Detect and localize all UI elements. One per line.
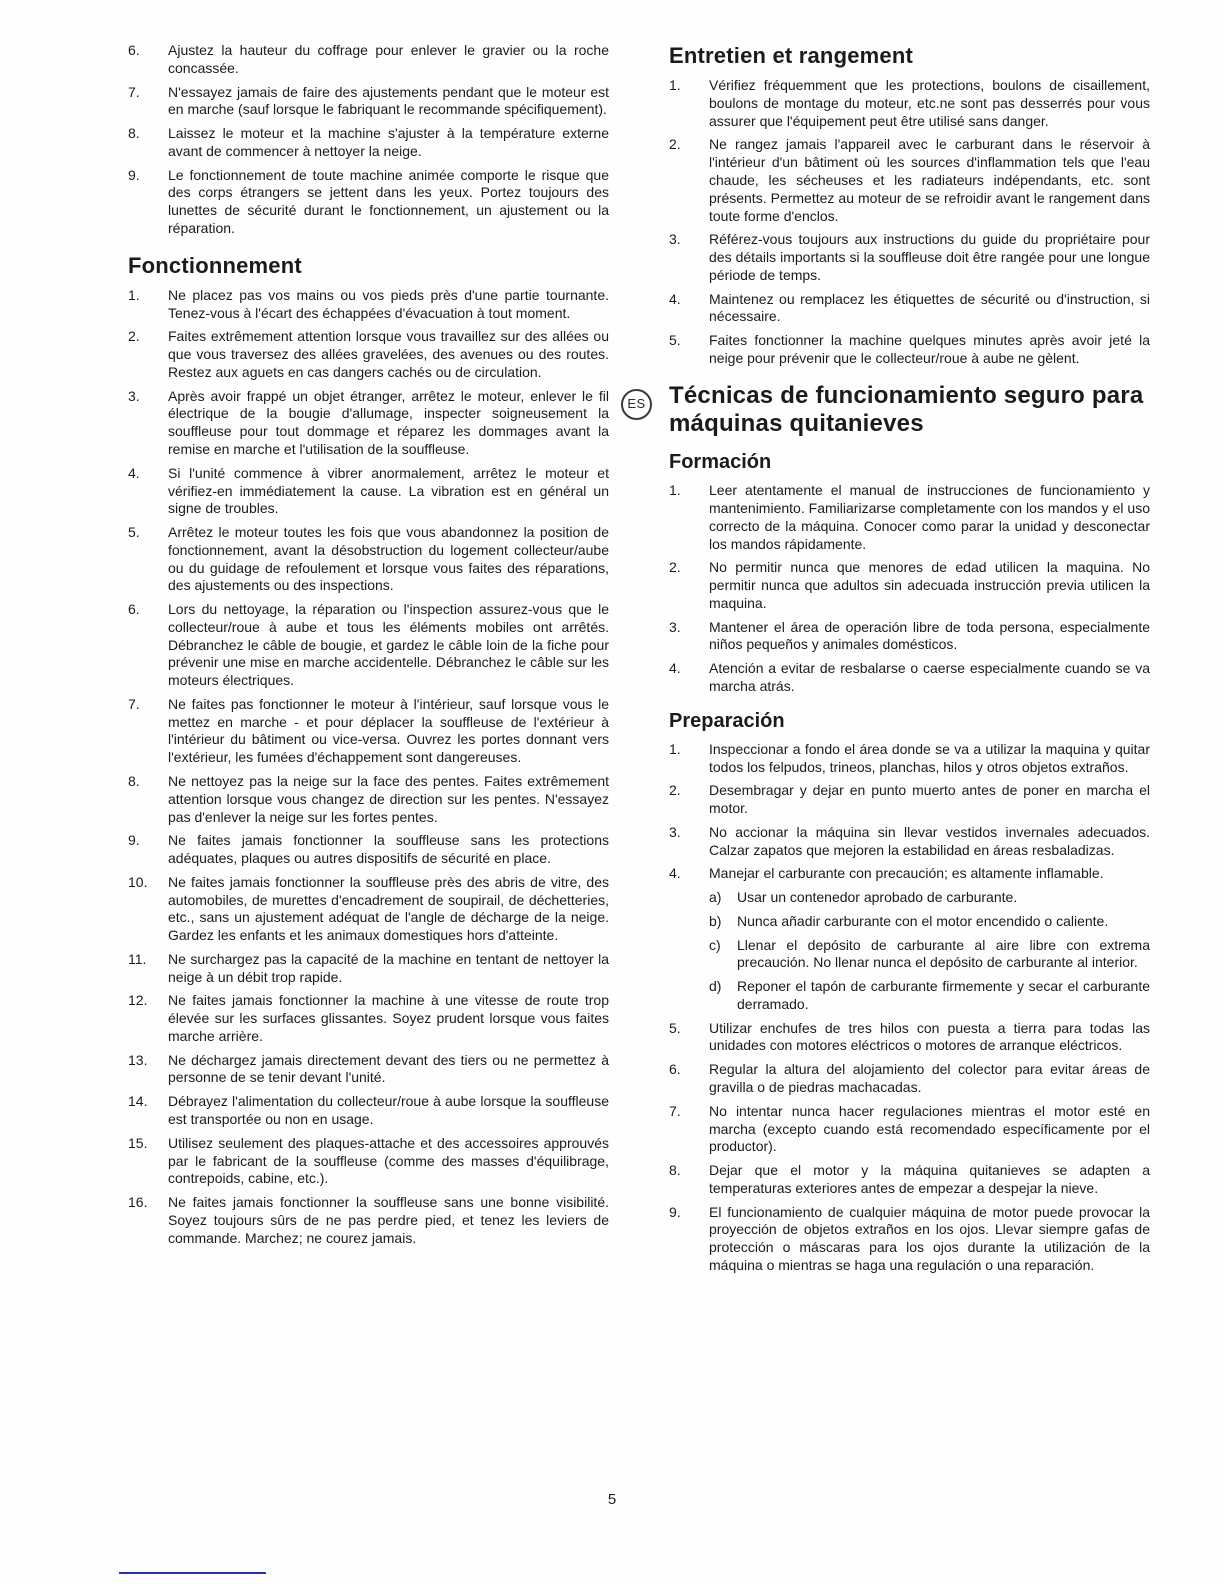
list-item-number: 5. — [669, 332, 681, 349]
list-item-text: Ne faites jamais fonctionner la souffleuse près des abris de vitre, des automobiles, de murettes d'encadrement de soupirail, de déchetteries, etc., sans un ajustement adéquat de l'angle de décharge de la neige. Gardez les enfants et les animaux domestiques hors d'atteinte. — [168, 873, 609, 944]
list-item-text: Atención a evitar de resbalarse o caerse especialmente cuando se va marcha atrás. — [709, 660, 1150, 694]
list-item — [128, 696, 609, 767]
list-item — [128, 287, 609, 323]
list-item — [128, 951, 609, 987]
list-item-number: 13. — [128, 1051, 148, 1068]
list-item-text: Regular la altura del alojamiento del colector para evitar áreas de gravilla o de piedras machacadas. — [709, 1061, 1150, 1095]
list-item-text: Utilizar enchufes de tres hilos con puesta a tierra para todas las unidades con motores eléctricos o motores de arranque eléctricos. — [709, 1019, 1150, 1054]
list-item-number: 9. — [128, 166, 140, 183]
list-item — [128, 328, 609, 381]
list-item-number: 1. — [128, 286, 140, 303]
list-item-text: Ne placez pas vos mains ou vos pieds près d'une partie tournante. Tenez-vous à l'écart des échappées d'évacuation à tout moment. — [168, 286, 609, 321]
list-item-text: Référez-vous toujours aux instructions du guide du propriétaire pour des détails importants si la souffleuse doit être rangée pour une longue période de temps. — [709, 231, 1150, 283]
entretien-heading: Entretien et rangement — [669, 43, 914, 68]
list-item-number: 4. — [128, 464, 140, 481]
list-item-text: Ne faites jamais fonctionner la souffleuse sans une bonne visibilité. Soyez toujours sûrs de ne pas perdre pied, et tenez les leviers de commande. Marchez; ne courez jamais. — [168, 1194, 609, 1246]
list-item-number: 7. — [128, 83, 140, 100]
list-item-text: El funcionamiento de cualquier máquina de motor puede provocar la proyección de objetos extraños en los ojos. Llevar siempre gafas de protección o máscaras para los ojos durante la utilización de la máquina o mientras se haga una regulación o una reparación. — [709, 1203, 1150, 1273]
list-item — [128, 84, 609, 120]
list-item — [128, 167, 609, 238]
list-item-text: Llenar el depósito de carburante al aire libre con extrema precaución. No llenar nunca el depósito de carburante al interior. — [737, 936, 1150, 971]
list-item — [128, 125, 609, 161]
list-item-text: Arrêtez le moteur toutes les fois que vous abandonnez la position de fonctionnement, avant la désobstruction du logement collecteur/aube ou du guidage de refoulement et lorsque vous faites des réparations, des ajustements ou des inspections. — [168, 524, 609, 594]
list-item-text: Vérifiez fréquemment que les protections, boulons de cisaillement, boulons de montage du moteur, etc.ne sont pas desserrés pour vous assurer que l'équipement peut être utilisé sans danger. — [709, 77, 1150, 129]
list-item — [669, 619, 1150, 655]
list-item-text: Ne déchargez jamais directement devant des tiers ou ne permettez à personne de se tenir devant l'unité. — [168, 1051, 609, 1086]
list-item-number: 12. — [128, 992, 148, 1009]
list-item-number: 7. — [669, 1102, 681, 1119]
es-language-badge: ES — [621, 389, 652, 420]
fonctionnement-heading: Fonctionnement — [128, 252, 302, 278]
list-item — [128, 42, 609, 78]
list-item-number: 6. — [669, 1061, 681, 1078]
list-item — [128, 773, 609, 826]
list-item-text: Laissez le moteur et la machine s'ajuster à la température externe avant de commencer à nettoyer la neige. — [168, 125, 609, 159]
list-item — [669, 741, 1150, 777]
list-item — [669, 482, 1150, 553]
list-item-number: 1. — [669, 740, 681, 757]
safety-rules-continued-list — [128, 42, 609, 238]
list-item-number: 1. — [669, 482, 681, 499]
list-item-number: 11. — [128, 950, 147, 967]
list-item-text: Mantener el área de operación libre de toda persona, especialmente niños pequeños y animales domésticos. — [709, 618, 1150, 653]
list-item-text: No intentar nunca hacer regulaciones mientras el motor esté en marcha (excepto cuando está recomendado específicamente por el productor). — [709, 1102, 1150, 1155]
list-item — [669, 1204, 1150, 1275]
list-item-number: 2. — [128, 328, 140, 345]
list-item-number: 16. — [128, 1194, 148, 1211]
list-item-text: Le fonctionnement de toute machine animée comporte le risque que des corps étrangers se jettent dans les yeux. Portez toujours des lunettes de sécurité durant le fonctionnement, un ajustement ou la réparation. — [168, 166, 609, 236]
spanish-section-header — [627, 381, 1150, 438]
list-item — [709, 937, 1150, 973]
list-item-text: Ne faites jamais fonctionner la machine à une vitesse de route trop élevée sur les surfaces glissantes. Soyez prudent lorsque vous faites marche arrière. — [168, 992, 609, 1044]
list-item-number: 6. — [128, 42, 140, 58]
list-item — [128, 601, 609, 690]
list-item-number: c) — [709, 936, 721, 953]
list-item-text: Ne faites jamais fonctionner la souffleuse sans les protections adéquates, plaques ou autres dispositifs de sécurité en place. — [168, 832, 609, 867]
list-item — [669, 865, 1150, 883]
list-item — [128, 465, 609, 518]
list-item-text: Ne faites pas fonctionner le moteur à l'intérieur, sauf lorsque vous le mettez en marche - et pour déplacer la souffleuse de l'extérieur à l'intérieur du bâtiment ou vice-versa. Ouvrez les portes donnant vers l'extérieur, les fumées d'échappement sont dangereuses. — [168, 695, 609, 766]
list-item — [709, 978, 1150, 1014]
list-item-text: Faites extrêmement attention lorsque vous travaillez sur des allées ou que vous traversez des allées gravelées, des avenues ou des routes. Restez aux aguets en cas dangers cachés ou de circulation. — [168, 328, 609, 380]
list-item-text: Lors du nettoyage, la réparation ou l'inspection assurez-vous que le collecteur/roue à aube et tous les éléments mobiles ont arrêtés. Débranchez le câble de bougie, et gardez le câble loin de la fiche pour prévenir une mise en marche accidentelle. Débranchez le câble sur les moteurs électriques. — [168, 601, 609, 689]
right-column — [627, 42, 1150, 1584]
list-item — [669, 782, 1150, 818]
list-item-text: Ne rangez jamais l'appareil avec le carburant dans le réservoir à l'intérieur d'un bâtiment où les sources d'inflammation tels que l'eau chaude, les sécheuses et les radiateurs indépendants, etc. sont présents. Permettez au moteur de se refroidir avant le rangement dans toute forme d'enclos. — [709, 136, 1150, 224]
list-item-number: 4. — [669, 290, 681, 307]
list-item-number: 3. — [669, 618, 681, 635]
left-column — [128, 42, 609, 1584]
list-item — [128, 1052, 609, 1088]
list-item-number: 4. — [669, 865, 681, 882]
list-item-number: a) — [709, 889, 722, 906]
list-item — [669, 291, 1150, 327]
list-item-text: Inspeccionar a fondo el área donde se va a utilizar la maquina y quitar todos los felpudos, trineos, planchas, hilos y otros objetos extraños. — [709, 740, 1150, 775]
list-item-number: 3. — [128, 387, 140, 404]
list-item — [709, 889, 1150, 907]
fonctionnement-list — [128, 287, 609, 1248]
list-item-number: 14. — [128, 1093, 148, 1110]
list-item-text: Débrayez l'alimentation du collecteur/roue à aube lorsque la souffleuse est transportée ou non en usage. — [168, 1093, 609, 1127]
list-item-text: Leer atentamente el manual de instrucciones de funcionamiento y mantenimiento. Familiarizarse completamente con los mandos y el uso correcto de la máquina. Conocer como parar la unidad y desconectar los mandos rápidamente. — [709, 482, 1150, 552]
list-item — [128, 388, 609, 459]
list-item-text: Desembragar y dejar en punto muerto antes de poner en marcha el motor. — [709, 782, 1150, 817]
spanish-section-title: Técnicas de funcionamiento seguro para máquinas quitanieves — [669, 381, 1144, 437]
list-item-text: No accionar la máquina sin llevar vestidos invernales adecuados. Calzar zapatos que mejoren la estabilidad en áreas resbaladizas. — [709, 823, 1150, 858]
list-item — [709, 913, 1150, 931]
list-item-text: Ne surchargez pas la capacité de la machine en tentant de nettoyer la neige à un débit trop rapide. — [168, 950, 609, 985]
list-item-number: 9. — [669, 1203, 681, 1220]
manual-page — [128, 42, 1150, 1584]
list-item — [669, 824, 1150, 860]
list-item — [669, 1061, 1150, 1097]
preparacion-list — [669, 741, 1150, 1275]
list-item-number: 10. — [128, 873, 148, 890]
list-item-text: Utilisez seulement des plaques-attache et des accessoires approuvés par le fabricant de la souffleuse (comme des masses d'équilibrage, contrepoids, cabine, etc.). — [168, 1134, 609, 1187]
list-item-text: Après avoir frappé un objet étranger, arrêtez le moteur, enlever le fil électrique de la bougie d'allumage, inspecter soigneusement la souffleuse pour tout dommage et réparez les dommages avant la remise en marche et l'utilisation de la souffleuse. — [168, 387, 609, 457]
list-item-number: 3. — [669, 823, 681, 840]
list-item-text: Manejar el carburante con precaución; es altamente inflamable. — [709, 865, 1104, 882]
list-item-number: 2. — [669, 559, 681, 576]
list-item — [669, 77, 1150, 130]
list-item — [669, 1162, 1150, 1198]
list-item — [128, 874, 609, 945]
list-item — [128, 1194, 609, 1247]
list-item-text: N'essayez jamais de faire des ajustements pendant que le moteur est en marche (sauf lorsque le fabriquant le recommande spécifiquement). — [168, 83, 609, 118]
list-item-text: Ne nettoyez pas la neige sur la face des pentes. Faites extrêmement attention lorsque vous changez de direction sur les pentes. N'essayez pas d'enlever la neige sur les fortes pentes. — [168, 772, 609, 825]
list-item-text: Faites fonctionner la machine quelques minutes après avoir jeté la neige pour prévenir que le collecteur/roue à aube ne gèlent. — [709, 332, 1150, 366]
formacion-list — [669, 482, 1150, 695]
list-item-number: 2. — [669, 136, 681, 153]
list-item-number: d) — [709, 978, 722, 995]
list-item — [669, 136, 1150, 225]
list-item — [669, 231, 1150, 284]
list-item-number: 2. — [669, 782, 681, 799]
footer-line — [119, 1572, 266, 1574]
list-item — [669, 332, 1150, 368]
list-item-number: 1. — [669, 77, 681, 94]
list-item-number: 7. — [128, 695, 140, 712]
list-item-number: 8. — [669, 1162, 681, 1179]
list-item — [128, 1093, 609, 1129]
list-item-number: 6. — [128, 601, 140, 618]
list-item — [128, 992, 609, 1045]
list-item-number: 15. — [128, 1134, 148, 1151]
list-item — [669, 660, 1150, 696]
formacion-heading: Formación — [669, 451, 772, 474]
list-item-text: Reponer el tapón de carburante firmemente y secar el carburante derramado. — [737, 978, 1150, 1012]
list-item-text: Dejar que el motor y la máquina quitanieves se adapten a temperaturas exteriores antes de empezar a despejar la nieve. — [709, 1162, 1150, 1196]
list-item — [128, 832, 609, 868]
list-item — [669, 1020, 1150, 1056]
list-item-number: 4. — [669, 660, 681, 677]
list-item-number: 8. — [128, 772, 140, 789]
preparacion-heading: Preparación — [669, 709, 785, 732]
list-item — [128, 524, 609, 595]
list-item-text: Maintenez ou remplacez les étiquettes de sécurité ou d'instruction, si nécessaire. — [709, 290, 1150, 325]
page-number: 5 — [607, 1491, 617, 1508]
list-item-number: 8. — [128, 125, 140, 142]
list-item — [128, 1135, 609, 1188]
list-item — [669, 559, 1150, 612]
list-item-text: Nunca añadir carburante con el motor encendido o caliente. — [737, 912, 1109, 929]
list-item — [669, 1103, 1150, 1156]
list-item-text: Ajustez la hauteur du coffrage pour enlever le gravier ou la roche concassée. — [168, 42, 609, 76]
list-item-text: No permitir nunca que menores de edad utilicen la maquina. No permitir nunca que adultos sin adecuada instrucción previa utilicen la maquina. — [709, 559, 1150, 611]
list-item-number: 3. — [669, 231, 681, 248]
entretien-list — [669, 77, 1150, 367]
list-item-number: b) — [709, 912, 722, 929]
list-item-number: 5. — [128, 524, 140, 541]
list-item-text: Si l'unité commence à vibrer anormalement, arrêtez le moteur et vérifiez-en immédiatement la cause. La vibration est en général un signe de troubles. — [168, 464, 609, 517]
list-item-text: Usar un contenedor aprobado de carburante. — [737, 889, 1018, 906]
list-item-number: 5. — [669, 1019, 681, 1036]
list-item-number: 9. — [128, 832, 140, 849]
